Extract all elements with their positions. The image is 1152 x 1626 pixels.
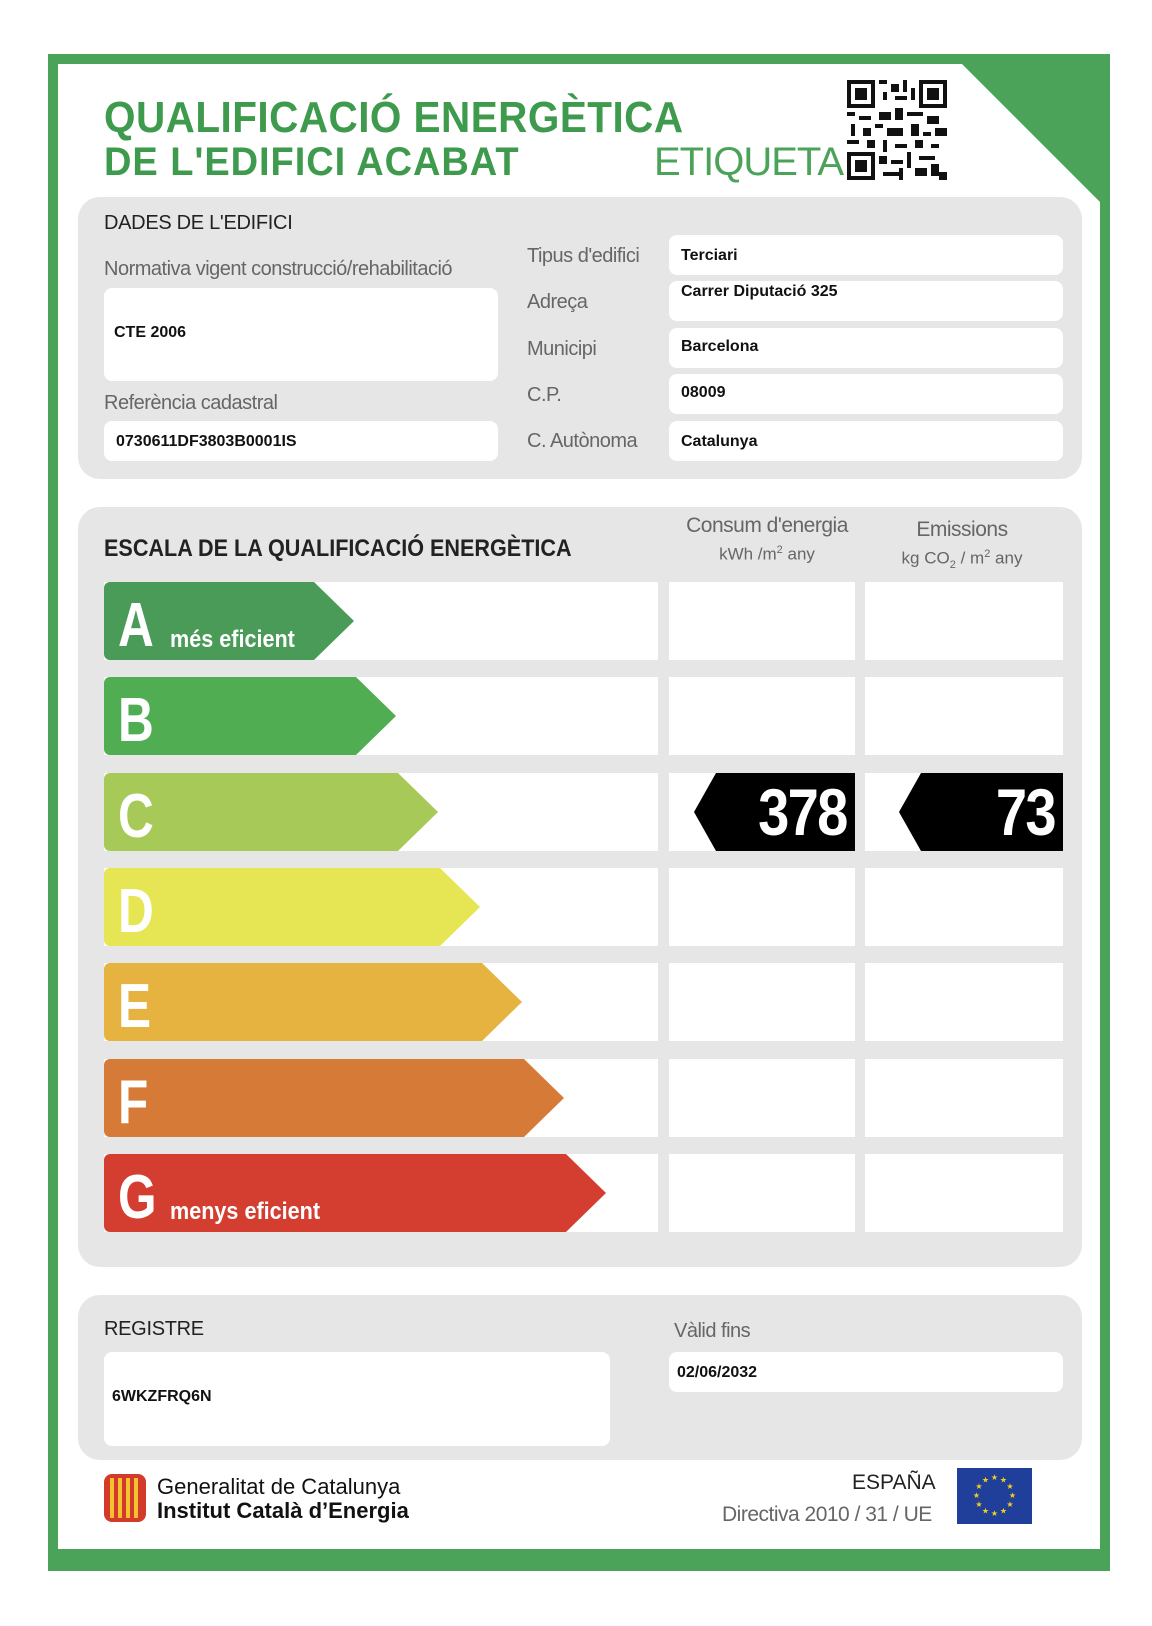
autonoma-value: Catalunya — [681, 433, 758, 450]
valid-label: Vàlid fins — [674, 1320, 751, 1342]
emissions-header-label: Emissions — [916, 518, 1008, 541]
consum-cell — [669, 1059, 855, 1137]
svg-text:★: ★ — [999, 1506, 1008, 1516]
energy-class-letter: E — [118, 972, 152, 1041]
svg-text:★: ★ — [975, 1500, 983, 1509]
registre-value: 6WKZFRQ6N — [112, 1388, 212, 1405]
consum-header-label: Consum d'energia — [686, 514, 848, 537]
consum-value-badge: 378 — [716, 773, 855, 851]
valid-field — [669, 1352, 1063, 1392]
svg-text:★: ★ — [990, 1509, 999, 1518]
directive-label: Directiva 2010 / 31 / UE — [722, 1503, 932, 1526]
emissions-cell — [865, 963, 1063, 1041]
title-line2: DE L'EDIFICI ACABAT — [104, 140, 520, 184]
svg-text:★: ★ — [972, 1491, 981, 1500]
municipi-label: Municipi — [527, 338, 597, 360]
consum-cell — [669, 868, 855, 946]
country-label: ESPAÑA — [852, 1471, 936, 1494]
normativa-label: Normativa vigent construcció/rehabilitació — [104, 258, 453, 280]
title-line1: QUALIFICACIÓ ENERGÈTICA — [104, 93, 684, 142]
etiqueta-label: ETIQUETA — [654, 140, 844, 184]
emissions-cell — [865, 582, 1063, 660]
referencia-label: Referència cadastral — [104, 392, 278, 414]
svg-text:★: ★ — [981, 1506, 990, 1516]
corner-fold — [962, 64, 1100, 202]
qr-code-icon — [847, 80, 947, 180]
emissions-cell — [865, 868, 1063, 946]
emissions-header — [870, 518, 1054, 571]
consum-cell — [669, 582, 855, 660]
consum-cell — [669, 1154, 855, 1232]
svg-text:★: ★ — [1006, 1500, 1014, 1509]
normativa-value: CTE 2006 — [114, 324, 187, 341]
svg-text:★: ★ — [999, 1475, 1008, 1485]
consum-unit: kWh $/m^2$ any — [719, 544, 815, 564]
institut-name: Institut Català d’Energia — [157, 1498, 409, 1523]
svg-text:★: ★ — [1006, 1482, 1014, 1491]
scale-title: ESCALA DE LA QUALIFICACIÓ ENERGÈTICA — [104, 535, 572, 562]
energy-class-letter: C — [118, 782, 154, 851]
energy-class-letter: A — [118, 591, 154, 660]
registre-title: REGISTRE — [104, 1318, 204, 1340]
normativa-field — [104, 288, 498, 381]
svg-text:★: ★ — [1008, 1491, 1017, 1500]
building-section-title: DADES DE L'EDIFICI — [104, 212, 293, 234]
referencia-value: 0730611DF3803B0001IS — [116, 433, 297, 450]
municipi-value: Barcelona — [681, 338, 759, 355]
cp-field — [669, 374, 1063, 414]
tipus-value: Terciari — [681, 247, 738, 264]
consum-value-badge-pointer — [694, 773, 716, 851]
svg-text:★: ★ — [975, 1482, 983, 1491]
energy-class-caption: menys eficient — [170, 1198, 321, 1225]
autonoma-label: C. Autònoma — [527, 430, 638, 452]
emissions-unit: kg $CO_2 / m^2$ any — [901, 548, 1023, 572]
adreca-field — [669, 281, 1063, 321]
emissions-cell — [865, 1154, 1063, 1232]
municipi-field — [669, 328, 1063, 368]
generalitat-logo-icon — [104, 1474, 146, 1522]
energy-class-letter: F — [118, 1068, 149, 1137]
eu-flag-icon — [957, 1468, 1032, 1524]
emissions-cell — [865, 677, 1063, 755]
consum-header — [674, 514, 860, 565]
generalitat-name: Generalitat de Catalunya — [157, 1474, 401, 1499]
registre-field — [104, 1352, 610, 1446]
energy-class-letter: G — [118, 1163, 157, 1232]
consum-cell — [669, 963, 855, 1041]
svg-text:★: ★ — [990, 1473, 999, 1482]
emissions-cell — [865, 1059, 1063, 1137]
emissions-value-badge-pointer — [899, 773, 921, 851]
svg-text:★: ★ — [981, 1475, 990, 1485]
adreca-label: Adreça — [527, 291, 588, 313]
cp-value: 08009 — [681, 384, 726, 401]
tipus-label: Tipus d'edifici — [527, 245, 640, 267]
valid-value: 02/06/2032 — [677, 1364, 758, 1381]
energy-class-letter: B — [118, 686, 154, 755]
consum-cell — [669, 677, 855, 755]
energy-class-letter: D — [118, 877, 154, 946]
tipus-field — [669, 235, 1063, 275]
adreca-value: Carrer Diputació 325 — [681, 283, 838, 300]
energy-class-caption: més eficient — [170, 626, 295, 653]
autonoma-field — [669, 421, 1063, 461]
referencia-field — [104, 421, 498, 461]
emissions-value-badge: 73 — [921, 773, 1063, 851]
cp-label: C.P. — [527, 384, 562, 406]
